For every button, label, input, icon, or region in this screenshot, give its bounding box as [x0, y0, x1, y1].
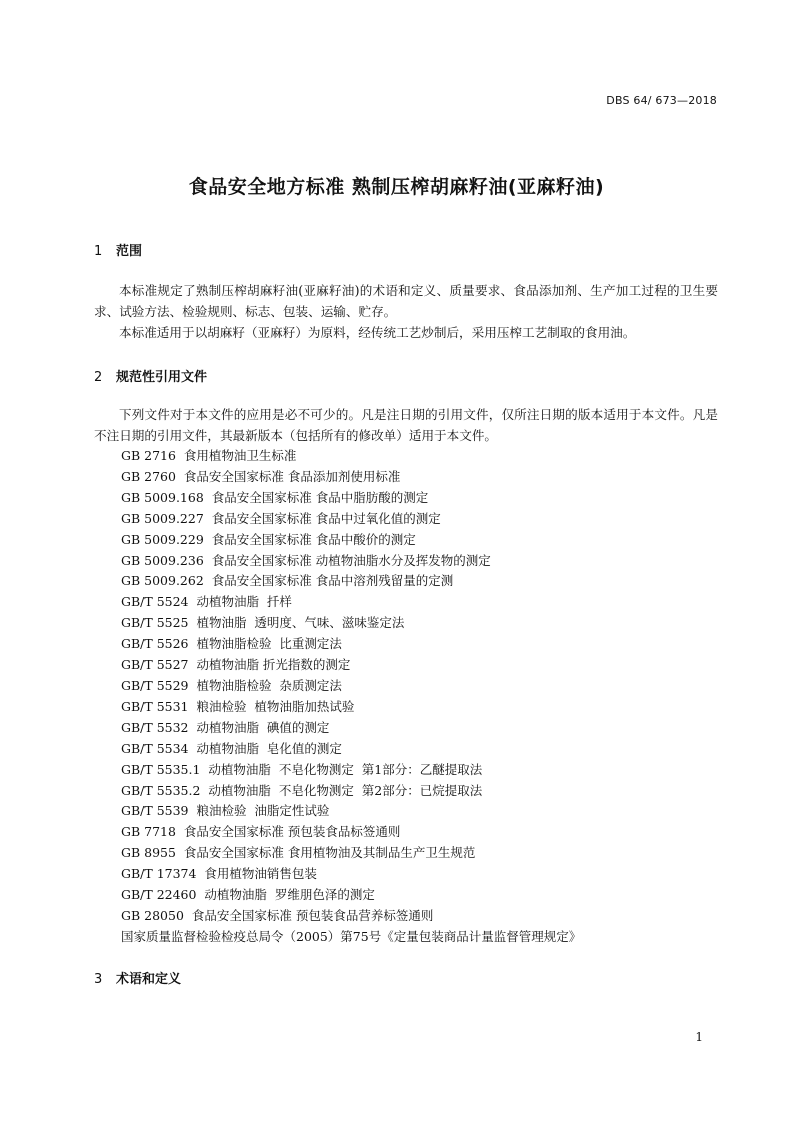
section-number: 3 — [94, 972, 103, 987]
reference-item: GB/T 5535.1 动植物油脂 不皂化物测定 第1部分：乙醚提取法 — [121, 761, 483, 777]
reference-item: GB/T 5524 动植物油脂 扦样 — [121, 594, 292, 610]
page-number: 1 — [695, 1030, 703, 1044]
section-title: 规范性引用文件 — [116, 370, 208, 385]
reference-item: GB 5009.262 食品安全国家标准 食品中溶剂残留量的定测 — [121, 573, 454, 589]
section-2-heading — [94, 366, 207, 385]
scope-paragraph-1: 本标准规定了熟制压榨胡麻籽油(亚麻籽油)的术语和定义、质量要求、食品添加剂、生产加工过程的卫生要求、试验方法、检验规则、标志、包装、运输、贮存。 — [94, 283, 718, 319]
document-title: 食品安全地方标准 熟制压榨胡麻籽油(亚麻籽油) — [188, 176, 605, 198]
reference-item: GB 5009.229 食品安全国家标准 食品中酸价的测定 — [121, 531, 416, 547]
reference-item: GB/T 5529 植物油脂检验 杂质测定法 — [121, 677, 342, 693]
reference-item: GB 28050 食品安全国家标准 预包装食品营养标签通则 — [121, 907, 434, 923]
reference-item: GB 2760 食品安全国家标准 食品添加剂使用标准 — [121, 468, 401, 484]
section-number: 2 — [94, 370, 103, 385]
reference-item: GB 2716 食用植物油卫生标准 — [121, 448, 297, 463]
scope-paragraph-2: 本标准适用于以胡麻籽（亚麻籽）为原料，经传统工艺炒制后，采用压榨工艺制取的食用油。 — [119, 325, 636, 340]
reference-item: GB/T 5525 植物油脂 透明度、气味、滋味鉴定法 — [121, 615, 405, 631]
reference-item: GB/T 5534 动植物油脂 皂化值的测定 — [121, 740, 342, 756]
reference-item: GB 5009.236 食品安全国家标准 动植物油脂水分及挥发物的测定 — [121, 552, 491, 568]
reference-item: GB/T 5535.2 动植物油脂 不皂化物测定 第2部分：已烷提取法 — [121, 782, 483, 798]
section-title: 范围 — [116, 244, 143, 259]
reference-item: GB/T 22460 动植物油脂 罗维朋色泽的测定 — [121, 887, 375, 903]
reference-item: GB/T 5527 动植物油脂 折光指数的测定 — [121, 657, 351, 673]
reference-item: GB 7718 食品安全国家标准 预包装食品标签通则 — [121, 824, 401, 840]
reference-item: GB 5009.227 食品安全国家标准 食品中过氧化值的测定 — [121, 510, 441, 526]
reference-item: GB/T 5531 粮油检验 植物油脂加热试验 — [121, 698, 355, 714]
reference-item: GB/T 17374 食用植物油销售包装 — [121, 866, 317, 882]
section-3-heading — [94, 968, 181, 987]
normative-references-intro: 下列文件对于本文件的应用是必不可少的。凡是注日期的引用文件，仅所注日期的版本适用于本文件。凡是不注日期的引用文件，其最新版本（包括所有的修改单）适用于本文件。 — [94, 407, 718, 443]
section-number: 1 — [94, 244, 103, 259]
section-1-heading — [94, 240, 142, 259]
reference-item: GB/T 5532 动植物油脂 碘值的测定 — [121, 719, 330, 735]
standard-code: DBS 64/ 673—2018 — [606, 94, 717, 107]
reference-list — [121, 446, 581, 948]
reference-item: GB/T 5539 粮油检验 油脂定性试验 — [121, 803, 330, 819]
reference-item: GB 8955 食品安全国家标准 食用植物油及其制品生产卫生规范 — [121, 845, 476, 861]
reference-item: 国家质量监督检验检疫总局令（2005）第75号《定量包装商品计量监督管理规定》 — [121, 928, 582, 944]
reference-item: GB/T 5526 植物油脂检验 比重测定法 — [121, 636, 342, 652]
section-title: 术语和定义 — [116, 972, 182, 987]
reference-item: GB 5009.168 食品安全国家标准 食品中脂肪酸的测定 — [121, 489, 429, 505]
